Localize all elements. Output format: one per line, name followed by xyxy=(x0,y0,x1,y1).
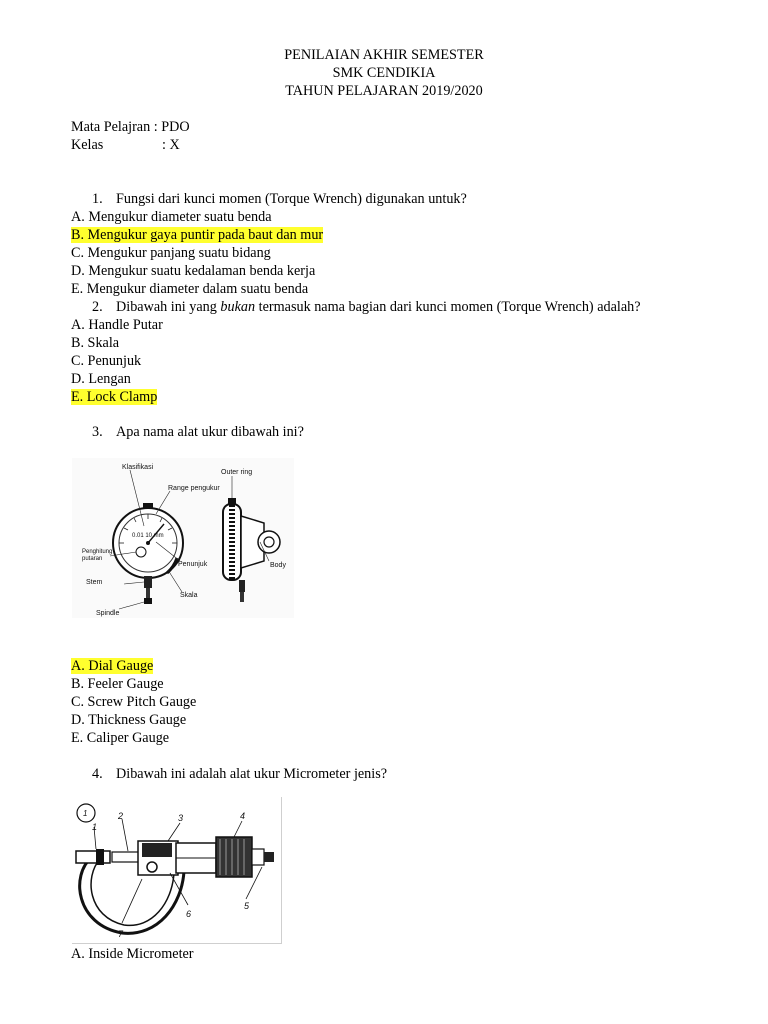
question-number: 2. xyxy=(92,299,103,315)
question-2 xyxy=(92,298,641,316)
q3-option-c: C. Screw Pitch Gauge xyxy=(71,694,197,710)
highlighted-answer: B. Mengukur gaya puntir pada baut dan mur xyxy=(71,227,324,243)
class-label: Kelas xyxy=(71,137,104,153)
question-number: 4. xyxy=(92,766,103,782)
dial-gauge-figure xyxy=(72,458,294,618)
q2-option-c: C. Penunjuk xyxy=(71,353,142,369)
q3-option-d: D. Thickness Gauge xyxy=(71,712,187,728)
label-outer-ring: Outer ring xyxy=(221,469,253,476)
label-5: 5 xyxy=(244,901,250,911)
question-number: 3. xyxy=(92,424,103,440)
label-klasifikasi: Klasifikasi xyxy=(122,464,154,471)
q1-option-c: C. Mengukur panjang suatu bidang xyxy=(71,245,271,261)
question-text-after: termasuk nama bagian dari kunci momen (Torque Wrench) adalah? xyxy=(255,299,641,315)
label-skala: Skala xyxy=(180,592,198,599)
subject-row xyxy=(71,118,190,136)
question-number: 1. xyxy=(92,191,103,207)
label-4: 4 xyxy=(240,811,246,821)
exam-title: PENILAIAN AKHIR SEMESTER xyxy=(284,47,484,63)
dial-gauge-diagram xyxy=(72,458,294,618)
label-penunjuk: Penunjuk xyxy=(178,561,208,568)
class-row xyxy=(71,136,190,154)
highlighted-answer: E. Lock Clamp xyxy=(71,389,158,405)
subject-value: : PDO xyxy=(153,119,190,135)
q4-option-a: A. Inside Micrometer xyxy=(71,946,194,962)
label-6: 6 xyxy=(186,909,192,919)
label-spindle: Spindle xyxy=(96,610,120,617)
highlighted-answer: A. Dial Gauge xyxy=(71,658,154,674)
q2-option-d: D. Lengan xyxy=(71,371,131,387)
q2-option-a: A. Handle Putar xyxy=(71,317,163,333)
question-4 xyxy=(92,765,387,783)
label-2: 2 xyxy=(118,811,124,821)
question-text-before: Dibawah ini yang xyxy=(116,299,221,315)
document-header xyxy=(0,46,768,100)
label-penghitung-1: Penghitung xyxy=(82,549,113,555)
q1-option-a: A. Mengukur diameter suatu benda xyxy=(71,209,272,225)
label-circle-1: 1 xyxy=(83,809,88,818)
micrometer-figure xyxy=(72,797,282,944)
micrometer-diagram xyxy=(72,797,281,943)
q2-option-b: B. Skala xyxy=(71,335,120,351)
label-range: Range pengukur xyxy=(168,485,220,492)
label-1: 1 xyxy=(92,822,98,832)
school-name: SMK CENDIKIA xyxy=(332,65,436,81)
class-value: : X xyxy=(162,137,180,153)
label-penghitung-2: putaran xyxy=(82,556,103,562)
label-7: 7 xyxy=(118,929,124,939)
question-text: Apa nama alat ukur dibawah ini? xyxy=(116,424,304,440)
q1-option-e: E. Mengukur diameter dalam suatu benda xyxy=(71,281,309,297)
exam-meta xyxy=(71,118,190,154)
label-body: Body xyxy=(270,562,286,569)
subject-label: Mata Pelajran xyxy=(71,119,151,135)
question-text: Fungsi dari kunci momen (Torque Wrench) digunakan untuk? xyxy=(116,191,467,207)
q3-option-b: B. Feeler Gauge xyxy=(71,676,164,692)
label-dial-text: 0.01 10 mm xyxy=(132,533,164,539)
q1-option-b xyxy=(71,226,323,244)
q1-option-d: D. Mengukur suatu kedalaman benda kerja xyxy=(71,263,316,279)
q3-option-e: E. Caliper Gauge xyxy=(71,730,170,746)
question-text: Dibawah ini adalah alat ukur Micrometer jenis? xyxy=(116,766,388,782)
question-3 xyxy=(92,423,304,441)
q2-option-e xyxy=(71,388,157,406)
label-3: 3 xyxy=(178,813,184,823)
question-text-italic: bukan xyxy=(220,299,256,315)
q3-option-a xyxy=(71,657,153,675)
academic-year: TAHUN PELAJARAN 2019/2020 xyxy=(285,83,483,99)
label-stem: Stem xyxy=(86,579,103,586)
question-1 xyxy=(92,190,467,208)
